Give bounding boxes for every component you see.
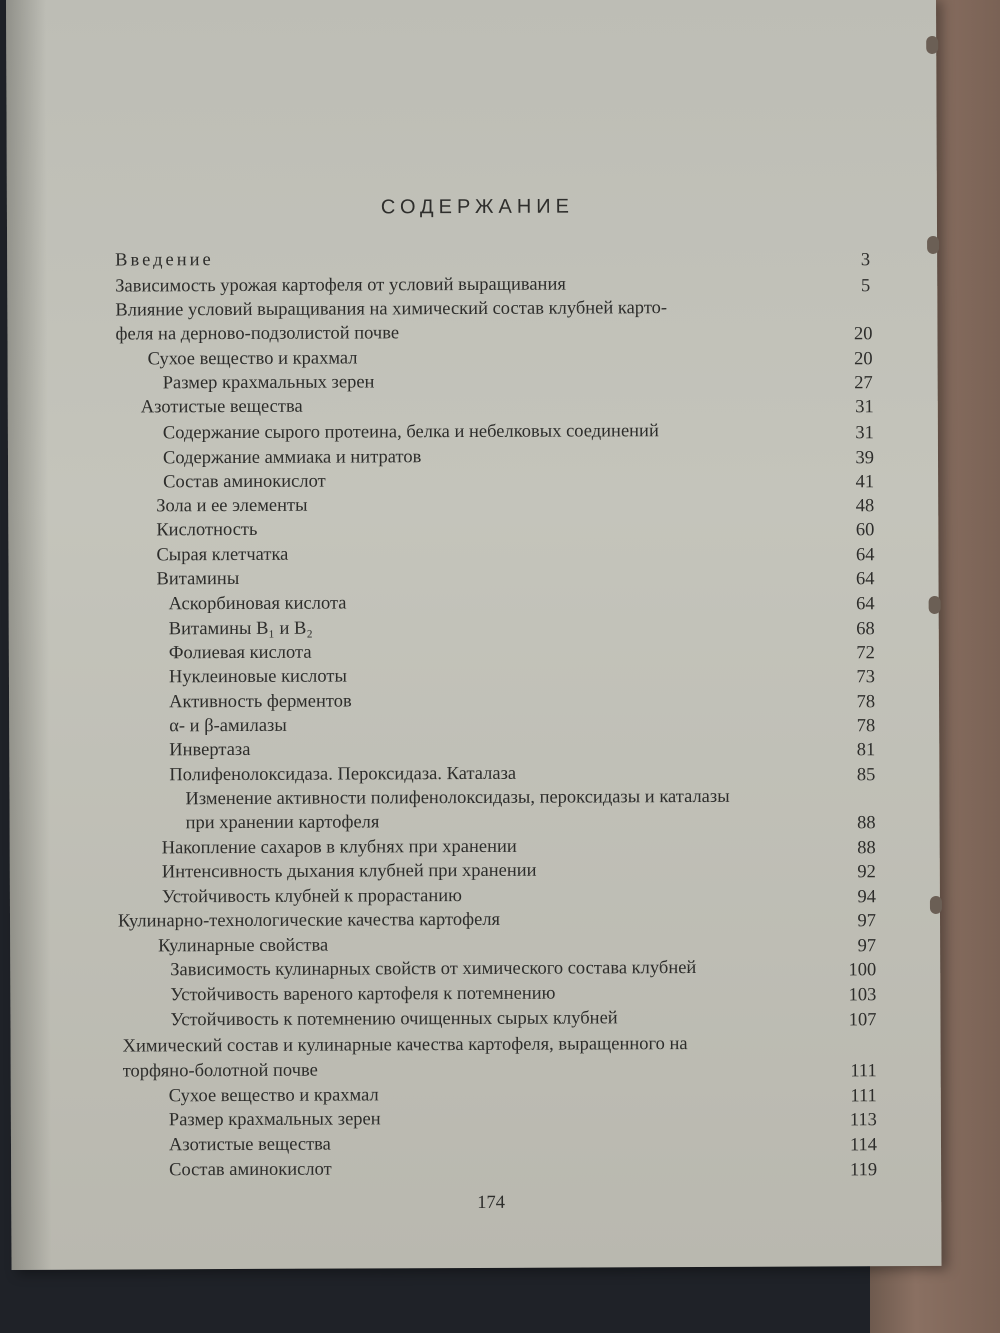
toc-entry: Кулинарные свойства [158,935,329,957]
toc-page-number: 48 [855,496,875,517]
toc-entry: Зола и ее элементы [156,495,308,517]
toc-page-number: 31 [855,423,874,444]
table-of-contents [6,0,942,1270]
toc-entry: Кулинарно-технологические качества картофеля [117,909,501,932]
toc-entry: Сухое вещество и крахмал [168,1085,379,1107]
toc-entry: Изменение активности полифенолоксидазы, пероксидазы и каталазы [185,786,730,810]
toc-page-number: 92 [857,862,876,883]
toc-entry: Устойчивость клубней к прорастанию [161,886,463,908]
toc-entry: Азотистые вещества [140,396,303,418]
toc-page-number: 64 [855,569,875,590]
toc-entry: торфяно-болотной почве [122,1060,318,1082]
toc-page-number: 94 [857,887,876,908]
toc-entry: Азотистые вещества [168,1134,331,1156]
toc-page-number: 97 [857,911,877,932]
toc-page-number: 64 [855,545,875,566]
toc-page-number: 64 [856,594,875,615]
toc-entry: Состав аминокислот [163,471,326,493]
toc-entry: Активность ферментов [169,691,352,713]
toc-page-number: 97 [857,936,877,957]
toc-page-number: 88 [857,813,876,834]
toc-page-number: 107 [848,1010,877,1031]
contents-heading: СОДЕРЖАНИЕ [380,195,575,219]
toc-page-number: 111 [850,1061,877,1082]
toc-entry: феля на дерново-подзолистой почве [115,323,400,345]
toc-page-number: 27 [854,373,873,394]
toc-page-number: 113 [849,1110,877,1131]
book-page [6,0,942,1270]
toc-entry: Интенсивность дыхания клубней при хранении [161,860,537,883]
toc-page-number: 78 [856,692,876,713]
toc-entry: Содержание аммиака и нитратов [162,447,422,469]
toc-entry: Зависимость кулинарных свойств от химического состава клубней [170,957,697,981]
toc-page-number: 5 [860,276,871,297]
toc-entry: Состав аминокислот [169,1159,332,1181]
toc-page-number: 60 [855,520,875,541]
toc-page-number: 81 [856,740,876,761]
toc-entry: при хранении картофеля [185,812,380,834]
toc-page-number: 73 [856,667,876,688]
toc-page-number: 100 [848,960,877,981]
toc-page-number: 41 [855,472,875,493]
toc-entry: Сухое вещество и крахмал [147,348,358,370]
toc-entry: Введение [115,250,214,271]
toc-entry: Химический состав и кулинарные качества картофеля, выращенного на [122,1034,688,1057]
toc-page-number: 111 [850,1086,877,1107]
toc-entry: Влияние условий выращивания на химический состав клубней карто- [115,298,668,321]
toc-entry: Размер крахмальных зерен [168,1109,381,1131]
toc-entry: Кислотность [156,519,258,541]
toc-page-number: 20 [853,324,873,345]
toc-page-number: 103 [848,985,877,1006]
toc-entry: Витамины B₁ и B₂ [168,618,313,640]
folio-page-number: 174 [477,1192,506,1213]
toc-page-number: 20 [854,349,873,370]
toc-entry: Витамины [156,568,240,590]
toc-page-number: 39 [855,448,875,469]
toc-entry: Полифенолоксидаза. Пероксидаза. Каталаза [169,763,517,786]
toc-page-number: 114 [849,1135,878,1156]
toc-page-number: 88 [857,838,876,859]
toc-entry: Инвертаза [169,739,251,761]
toc-entry: Устойчивость вареного картофеля к потемнению [170,983,556,1006]
toc-page-number: 119 [849,1160,878,1181]
toc-entry: Нуклеиновые кислоты [168,666,347,688]
toc-page-number: 3 [860,250,871,271]
toc-page-number: 72 [856,643,875,664]
toc-entry: Зависимость урожая картофеля от условий выращивания [115,274,566,297]
toc-entry: Содержание сырого протеина, белка и небелковых соединений [162,421,659,444]
toc-page-number: 85 [856,765,876,786]
toc-entry: Накопление сахаров в клубнях при хранении [161,836,517,859]
toc-page-number: 31 [855,397,874,418]
toc-entry: α- и β-амилазы [169,715,287,737]
toc-page-number: 78 [856,716,876,737]
toc-entry: Сырая клетчатка [156,544,289,566]
toc-entry: Аскорбиновая кислота [168,593,347,615]
toc-entry: Фолиевая кислота [168,642,312,664]
toc-entry: Размер крахмальных зерен [162,372,375,394]
toc-entry: Устойчивость к потемнению очищенных сырых клубней [170,1008,618,1031]
toc-page-number: 68 [856,619,875,640]
